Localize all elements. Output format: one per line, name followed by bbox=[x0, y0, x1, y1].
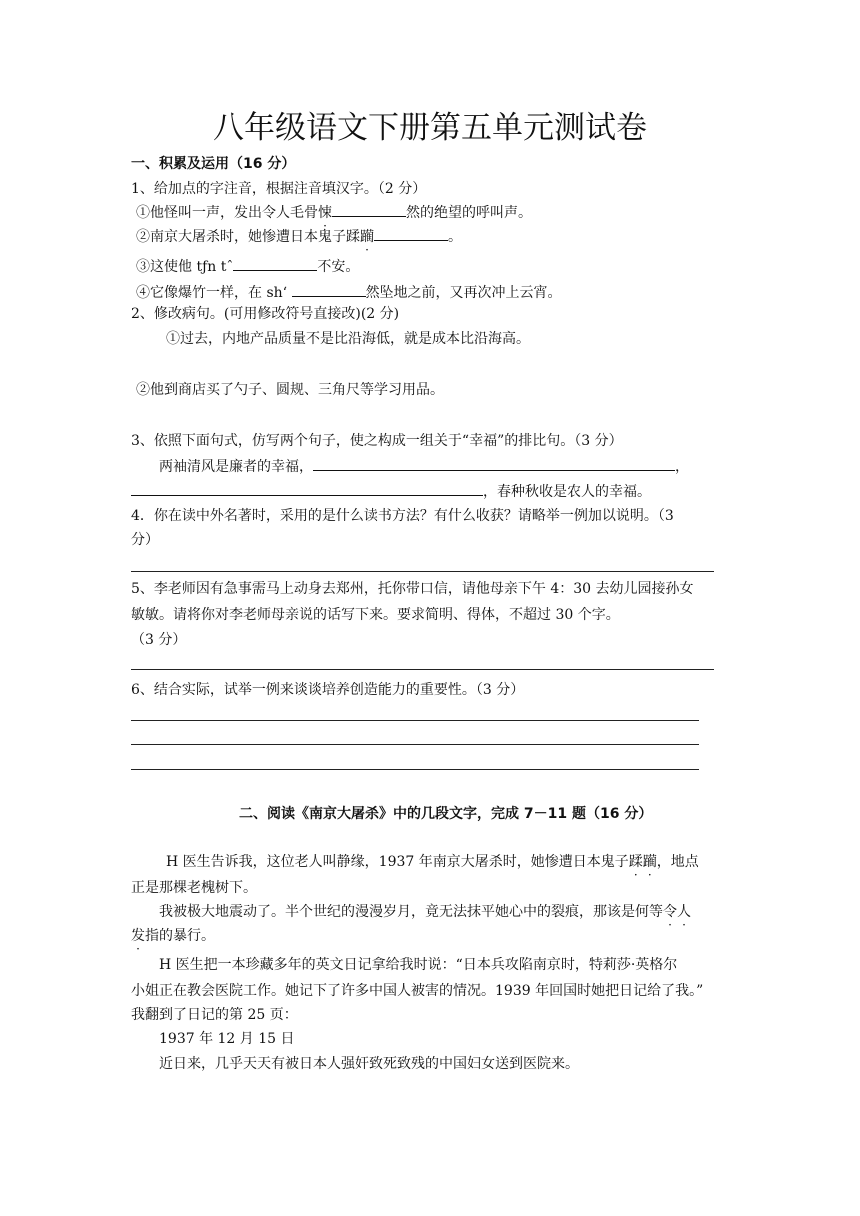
q6-answer-line[interactable] bbox=[131, 720, 699, 721]
passage-p1-line-2: 正是那棵老槐树下。 bbox=[131, 880, 257, 896]
q5-line-1: 5、李老师因有急事需马上动身去郑州，托你带口信，请他母亲下午 4：30 去幼儿园接孙女 bbox=[131, 581, 694, 597]
diary-date: 1937 年 12 月 15 日 bbox=[159, 1031, 295, 1047]
q3-line-1-pre: 两袖清风是廉者的幸福， bbox=[159, 459, 313, 475]
answer-blank[interactable] bbox=[233, 256, 317, 271]
q1-item-3 bbox=[136, 256, 359, 276]
answer-blank[interactable] bbox=[332, 202, 406, 217]
answer-blank[interactable] bbox=[131, 481, 483, 496]
q1-item-2-dotted-char: 躏 bbox=[360, 229, 374, 245]
q3-stem: 3、依照下面句式，仿写两个句子，使之构成一组关于“幸福”的排比句。（3 分） bbox=[131, 433, 623, 449]
q6-stem: 6、结合实际，试举一例来谈谈培养创造能力的重要性。（3 分） bbox=[131, 682, 525, 698]
q1-stem: 1、给加点的字注音，根据注音填汉字。（2 分） bbox=[131, 181, 427, 197]
passage-p3-line-2: 小姐正在教会医院工作。她记下了许多中国人被害的情况。1939 年回国时她把日记给了我。” bbox=[131, 983, 704, 999]
q1-item-2-pre: ②南京大屠杀时，她惨遭日本鬼子蹂 bbox=[136, 229, 360, 245]
answer-blank[interactable] bbox=[374, 226, 448, 241]
q5-line-2: 敏敏。请将你对李老师母亲说的话写下来。要求简明、得体，不超过 30 个字。 bbox=[131, 607, 620, 623]
q3-line-1-post: ， bbox=[675, 459, 689, 475]
q2-sentence-2: ②他到商店买了勺子、圆规、三角尺等学习用品。 bbox=[136, 382, 444, 398]
q1-item-4-pre: ④它像爆竹一样，在 sh‘ bbox=[136, 285, 292, 301]
q1-item-1-pre: ①他怪叫一声，发出令人毛骨 bbox=[136, 205, 318, 221]
passage-text: 我被极大地震动了。半个世纪的漫漫岁月，竟无法抹平她心中的裂痕，那该是何等 bbox=[159, 904, 663, 920]
passage-text: ，地点 bbox=[656, 854, 699, 870]
q1-item-4-post: 然坠地之前，又再次冲上云宵。 bbox=[365, 285, 562, 301]
passage-p2-line-1 bbox=[159, 903, 691, 921]
passage-p1-line-1 bbox=[166, 853, 699, 871]
q1-item-3-post: 不安。 bbox=[317, 259, 360, 275]
q1-item-1 bbox=[136, 202, 532, 222]
q1-item-4 bbox=[136, 282, 562, 302]
q6-answer-line[interactable] bbox=[131, 744, 699, 745]
q4-answer-line[interactable] bbox=[131, 571, 714, 572]
q3-line-1 bbox=[159, 456, 689, 476]
q1-item-1-dotted-char: 悚 bbox=[318, 205, 332, 221]
passage-text: 指的暴行。 bbox=[145, 928, 215, 944]
dotted-char: 蹂 bbox=[628, 854, 643, 870]
q4-line-2: 分） bbox=[131, 532, 159, 548]
q5-line-3: （3 分） bbox=[131, 632, 187, 648]
dotted-char: 人 bbox=[677, 904, 691, 920]
passage-text: H 医生告诉我，这位老人叫静缘，1937 年南京大屠杀时，她惨遭日本鬼子 bbox=[166, 854, 629, 870]
dotted-char: 发 bbox=[131, 928, 145, 944]
q5-answer-line[interactable] bbox=[131, 669, 714, 670]
dotted-char: 躏 bbox=[642, 854, 657, 870]
q1-item-2 bbox=[136, 226, 462, 246]
q2-sentence-1: ①过去，内地产品质量不是比沿海低，就是成本比沿海高。 bbox=[166, 331, 530, 347]
passage-p4: 近日来，几乎天天有被日本人强奸致死致残的中国妇女送到医院来。 bbox=[159, 1056, 579, 1072]
q1-item-3-pre: ③这使他 tƒn tˆ bbox=[136, 259, 234, 275]
passage-p3-line-3: 我翻到了日记的第 25 页： bbox=[131, 1007, 298, 1023]
passage-p2-line-2 bbox=[131, 927, 215, 945]
q4-line-1: 4．你在读中外名著时，采用的是什么读书方法？有什么收获？请略举一例加以说明。（3 bbox=[131, 508, 674, 524]
section-2-heading: 二、阅读《南京大屠杀》中的几段文字，完成 7－11 题（16 分） bbox=[239, 806, 653, 822]
answer-blank[interactable] bbox=[292, 282, 366, 297]
q3-line-2 bbox=[131, 481, 651, 501]
q1-item-1-post: 然的绝望的呼叫声。 bbox=[406, 205, 532, 221]
section-1-heading: 一、积累及运用（16 分） bbox=[131, 156, 296, 172]
page-title: 八年级语文下册第五单元测试卷 bbox=[213, 110, 647, 146]
passage-p3-line-1: H 医生把一本珍藏多年的英文日记拿给我时说：“日本兵攻陷南京时，特莉莎·英格尔 bbox=[159, 957, 678, 973]
q2-stem: 2、修改病句。(可用修改符号直接改)(2 分) bbox=[131, 306, 400, 322]
q6-answer-line[interactable] bbox=[131, 769, 699, 770]
q1-item-2-post: 。 bbox=[448, 229, 462, 245]
dotted-char: 令 bbox=[663, 904, 677, 920]
q3-line-2-post: ，春种秋收是农人的幸福。 bbox=[483, 484, 651, 500]
answer-blank[interactable] bbox=[313, 456, 675, 471]
